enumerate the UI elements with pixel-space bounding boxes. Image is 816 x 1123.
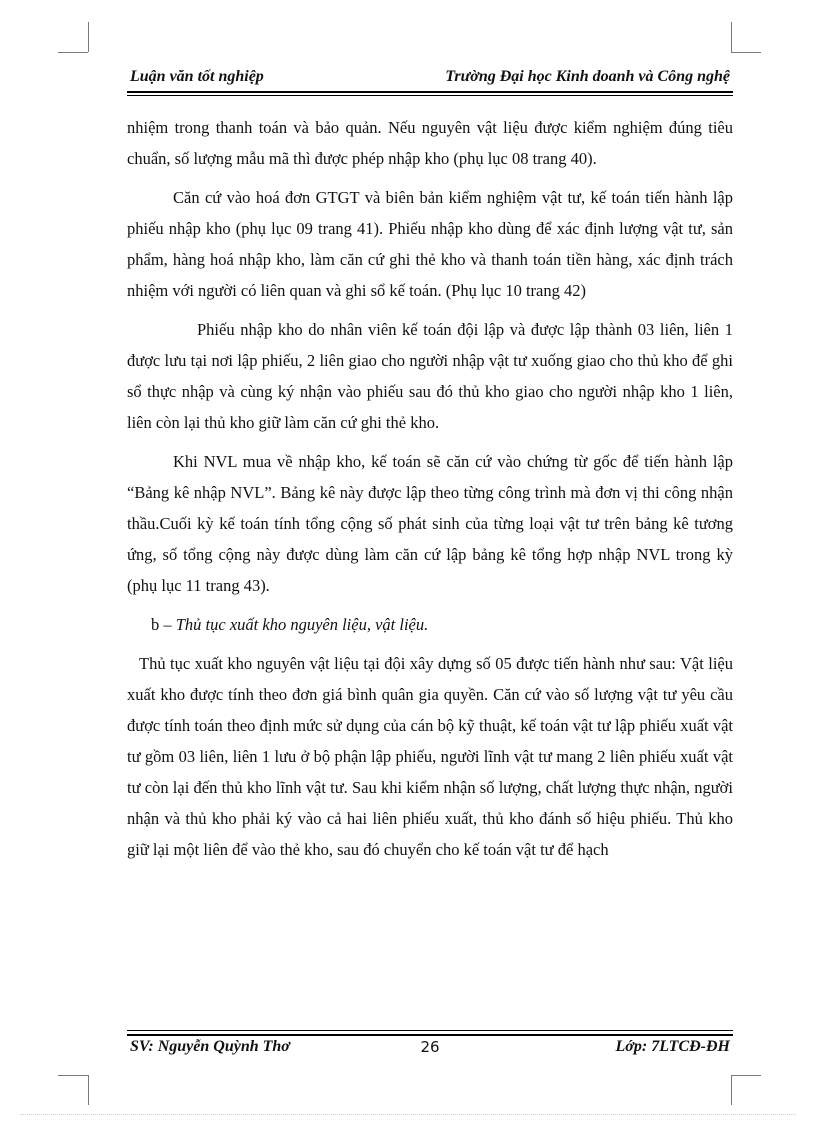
heading-prefix: b – [151,615,176,634]
header-thesis-title: Luận văn tốt nghiệp [130,68,264,85]
page-edge-dots [20,1114,796,1115]
paragraph: Khi NVL mua về nhập kho, kế toán sẽ căn cứ vào chứng từ gốc để tiến hành lập “Bảng kê nhập NVL”. Bảng kê này được lập theo từng công trình mà đơn vị thi công nhận thầu.Cuối kỳ kế toán tính tổng cộng số phát sinh của từng loại vật tư trên bảng kê tương ứng, số tổng cộng này được dùng làm căn cứ lập bảng kê tổng hợp nhập NVL trong kỳ (phụ lục 11 trang 43). [127,452,733,595]
paragraph: Phiếu nhập kho do nhân viên kế toán đội lập và được lập thành 03 liên, liên 1 được lưu tại nơi lập phiếu, 2 liên giao cho người nhập vật tư xuống giao cho thủ kho để ghi sổ thực nhập và cùng ký nhận vào phiếu sau đó thủ kho giao cho người nhập kho 1 liên, liên còn lại thủ kho giữ làm căn cứ ghi thẻ kho. [127,320,733,432]
crop-mark [58,52,88,53]
page-footer [127,1036,733,1060]
crop-mark [731,1075,732,1105]
paragraph: Thủ tục xuất kho nguyên vật liệu tại đội xây dựng số 05 được tiến hành như sau: Vật liệu xuất kho được tính theo đơn giá bình quân gia quyền. Căn cứ vào số lượng vật tư yêu cầu được tính toán theo định mức sử dụng của cán bộ kỹ thuật, kế toán vật tư lập phiếu xuất vật tư gồm 03 liên, liên 1 lưu ở bộ phận lập phiếu, người lĩnh vật tư mang 2 liên phiếu xuất vật tư còn lại đến thủ kho lĩnh vật tư. Sau khi kiểm nhận số lượng, chất lượng thực nhận, người nhận và thủ kho phải ký vào cả hai liên phiếu xuất, thủ kho đánh số hiệu phiếu. Thủ kho giữ lại một liên để vào thẻ kho, sau đó chuyển cho kế toán vật tư để hạch [127,654,733,859]
section-heading [127,609,733,640]
page-number: 26 [420,1038,440,1056]
crop-mark [731,1075,761,1076]
crop-mark [88,22,89,52]
heading-text: Thủ tục xuất kho nguyên liệu, vật liệu. [175,615,429,634]
header-university: Trường Đại học Kinh doanh và Công nghệ [445,68,730,85]
paragraph: nhiệm trong thanh toán và bảo quản. Nếu nguyên vật liệu được kiểm nghiệm đúng tiêu chuẩn, số lượng mẫu mã thì được phép nhập kho (phụ lục 08 trang 40). [127,118,733,168]
page-header [127,66,733,90]
footer-rule [127,1030,733,1031]
crop-mark [731,22,732,52]
crop-mark [88,1075,89,1105]
header-rule [127,91,733,93]
body-text [127,112,733,873]
crop-mark [731,52,761,53]
footer-class: Lớp: 7LTCĐ-ĐH [615,1038,730,1055]
header-rule [127,95,733,96]
footer-student: SV: Nguyễn Quỳnh Thơ [130,1038,290,1055]
paragraph: Căn cứ vào hoá đơn GTGT và biên bản kiểm nghiệm vật tư, kế toán tiến hành lập phiếu nhập kho (phụ lục 09 trang 41). Phiếu nhập kho dùng để xác định lượng vật tư, sản phẩm, hàng hoá nhập kho, làm căn cứ ghi thẻ kho và thanh toán tiền hàng, xác định trách nhiệm với người có liên quan và ghi sổ kế toán. (Phụ lục 10 trang 42) [127,188,733,300]
crop-mark [58,1075,88,1076]
